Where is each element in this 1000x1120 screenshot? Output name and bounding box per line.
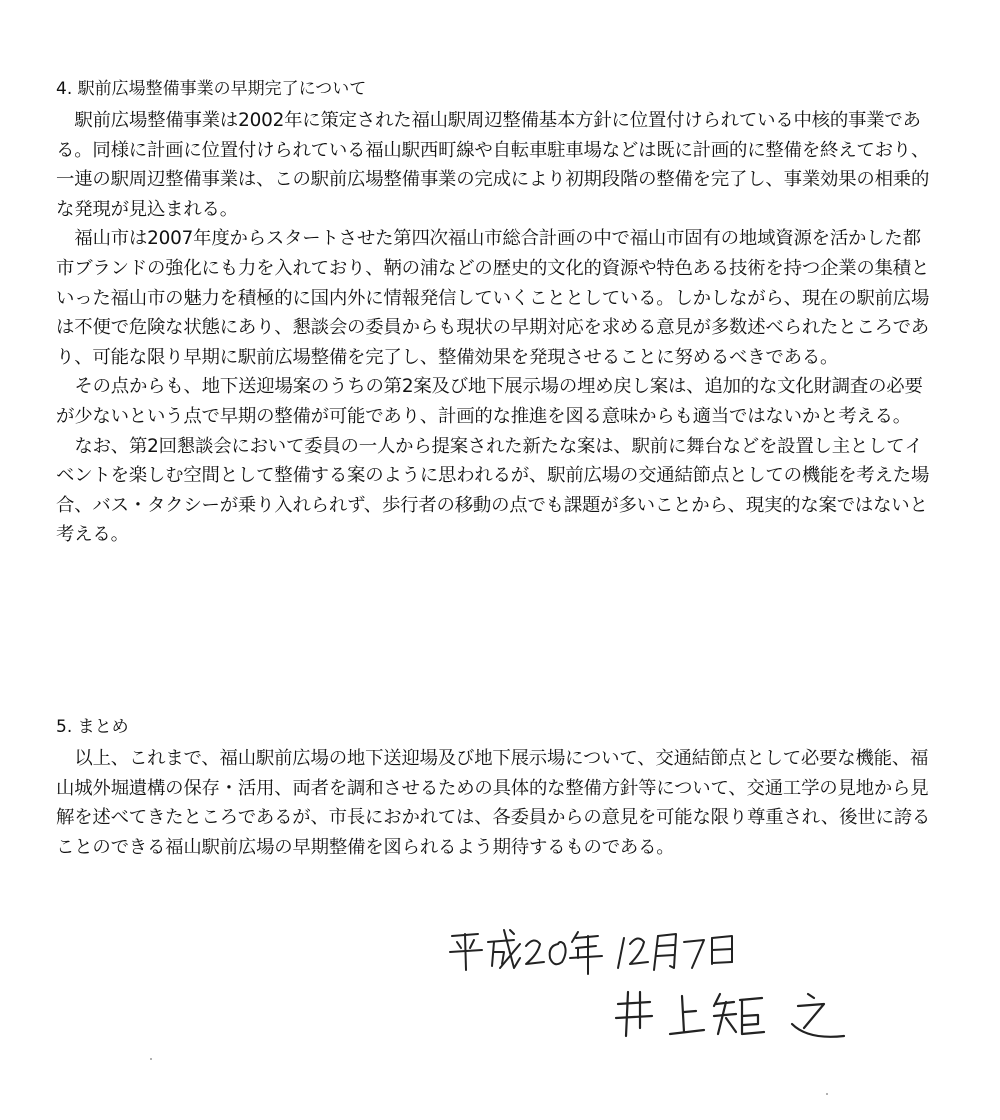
paragraph: なお、第2回懇談会において委員の一人から提案された新たな案は、駅前に舞台などを設置し主としてイベントを楽しむ空間として整備する案のように思われるが、駅前広場の交通結節点としての機能を考えた場合、バス・タクシーが乗り入れられず、歩行者の移動の点でも課題が多いことから、現実的な案ではないと考える。 [56, 435, 930, 546]
scan-speck [150, 1058, 152, 1060]
paragraph: 以上、これまで、福山駅前広場の地下送迎場及び地下展示場について、交通結節点として必要な機能、福山城外堀遺構の保存・活用、両者を調和させるための具体的な整備方針等について、交通工学の見地から見解を述べてきたところであるが、市長におかれては、各委員からの意見を可能な限り尊重され、後世に誇ることのできる福山駅前広場の早期整備を図られるよう期待するものである。 [56, 748, 931, 858]
section-5 [56, 712, 936, 862]
handwritten-date [448, 918, 748, 978]
section-5-heading: 5. まとめ [56, 717, 129, 737]
section-4-heading: 4. 駅前広場整備事業の早期完了について [56, 79, 367, 99]
scan-speck [826, 1093, 828, 1095]
paragraph: 駅前広場整備事業は2002年に策定された福山駅周辺整備基本方針に位置付けられている中核的事業である。同様に計画に位置付けられている福山駅西町線や自転車駐車場などは既に計画的に整備を終えており、一連の駅周辺整備事業は、この駅前広場整備事業の完成により初期段階の整備を完了し、事業効果の相乗的な発現が見込まれる。 [56, 110, 930, 220]
section-4 [56, 74, 936, 550]
handwritten-signature [612, 984, 862, 1044]
paragraph: 福山市は2007年度からスタートさせた第四次福山市総合計画の中で福山市固有の地域資源を活かした都市ブランドの強化にも力を入れており、鞆の浦などの歴史的文化的資源や特色ある技術を持つ企業の集積といった福山市の魅力を積極的に国内外に情報発信していくこととしている。しかしながら、現在の駅前広場は不便で危険な状態にあり、懇談会の委員からも現状の早期対応を求める意見が多数述べられたところであり、可能な限り早期に駅前広場整備を完了し、整備効果を発現させることに努めるべきである。 [56, 228, 930, 368]
paragraph: その点からも、地下送迎場案のうちの第2案及び地下展示場の埋め戻し案は、追加的な文化財調査の必要が少ないという点で早期の整備が可能であり、計画的な推進を図る意味からも適当ではないかと考える。 [56, 376, 923, 427]
